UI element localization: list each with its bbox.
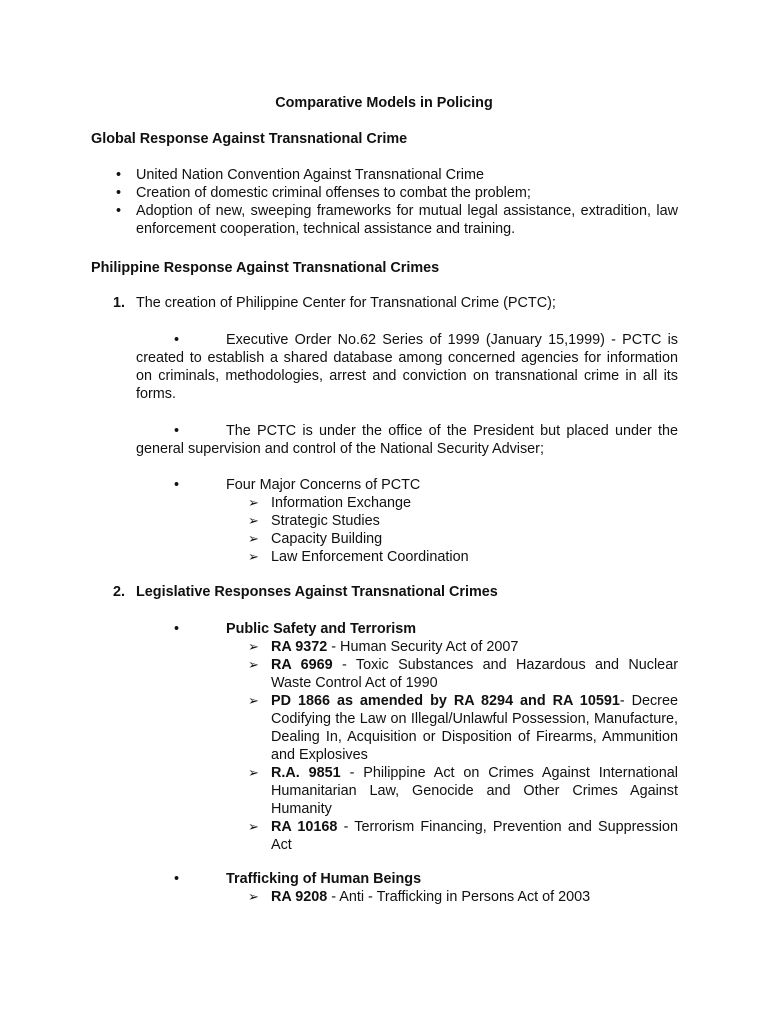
laws-list [248, 888, 678, 906]
list-item: ➢ RA 6969 - Toxic Substances and Hazardous and Nuclear Waste Control Act of 1990 [248, 657, 678, 691]
list-item: • Creation of domestic criminal offenses to combat the problem; [91, 184, 678, 202]
paragraph-text: The PCTC is under the office of the President but placed under the general supervision and control of the National Security Adviser; [136, 423, 678, 457]
paragraph [136, 422, 678, 458]
subsection-label: Public Safety and Terrorism [226, 621, 417, 637]
bullet-icon: • [174, 871, 180, 887]
paragraph [136, 331, 678, 403]
list-item: ➢ Capacity Building [248, 531, 383, 547]
philippine-heading: Philippine Response Against Transnational Crimes [91, 260, 440, 276]
bullet-icon: • [174, 477, 180, 493]
section-number: 2. [113, 584, 126, 600]
list-item: ➢ R.A. 9851 - Philippine Act on Crimes Against International Humanitarian Law, Genocide and Other Crimes Against Humanity [248, 765, 679, 817]
section-number: 1. [113, 295, 126, 311]
arrow-icon: ➢ [248, 495, 259, 510]
section-heading: Legislative Responses Against Transnational Crimes [136, 584, 498, 600]
arrow-icon: ➢ [248, 693, 259, 708]
bullet-icon: • [174, 621, 180, 637]
arrow-icon: ➢ [248, 531, 259, 546]
list-item: ➢ PD 1866 as amended by RA 8294 and RA 10591- Decree Codifying the Law on Illegal/Unlawful Possession, Manufacture, Dealing In, Acquisition or Disposition of Firearms, Ammunition and Explosives [248, 693, 678, 763]
arrow-icon: ➢ [248, 819, 259, 834]
bullet-icon: • [174, 423, 180, 439]
list-item: • Adoption of new, sweeping frameworks for mutual legal assistance, extradition, law enforcement cooperation, technical assistance and training. [91, 202, 678, 238]
list-item: ➢ RA 9208 - Anti - Trafficking in Persons Act of 2003 [248, 889, 591, 905]
arrow-icon: ➢ [248, 657, 259, 672]
arrow-icon: ➢ [248, 549, 259, 564]
laws-list [248, 638, 678, 854]
section-text: The creation of Philippine Center for Transnational Crime (PCTC); [136, 295, 556, 311]
page-title: Comparative Models in Policing [275, 95, 493, 111]
global-list [91, 166, 678, 238]
paragraph-text: Executive Order No.62 Series of 1999 (January 15,1999) - PCTC is created to establish a shared database among concerned agencies for information on criminals, methodologies, arrest and conviction on transnational crime in all its forms. [136, 332, 678, 402]
subsection-label: Trafficking of Human Beings [226, 871, 422, 887]
arrow-icon: ➢ [248, 513, 259, 528]
list-item: ➢ RA 10168 - Terrorism Financing, Prevention and Suppression Act [248, 819, 678, 853]
concerns-label: Four Major Concerns of PCTC [226, 477, 421, 493]
bullet-icon: • [174, 332, 180, 348]
list-item: • United Nation Convention Against Transnational Crime [91, 166, 678, 184]
list-item: ➢ RA 9372 - Human Security Act of 2007 [248, 639, 519, 655]
arrow-icon: ➢ [248, 639, 259, 654]
global-heading: Global Response Against Transnational Crime [91, 131, 408, 147]
list-item: ➢ Strategic Studies [248, 513, 380, 529]
list-item: ➢ Law Enforcement Coordination [248, 549, 469, 565]
concerns-list [248, 494, 678, 566]
list-item: ➢ Information Exchange [248, 495, 411, 511]
arrow-icon: ➢ [248, 765, 259, 780]
arrow-icon: ➢ [248, 889, 259, 904]
